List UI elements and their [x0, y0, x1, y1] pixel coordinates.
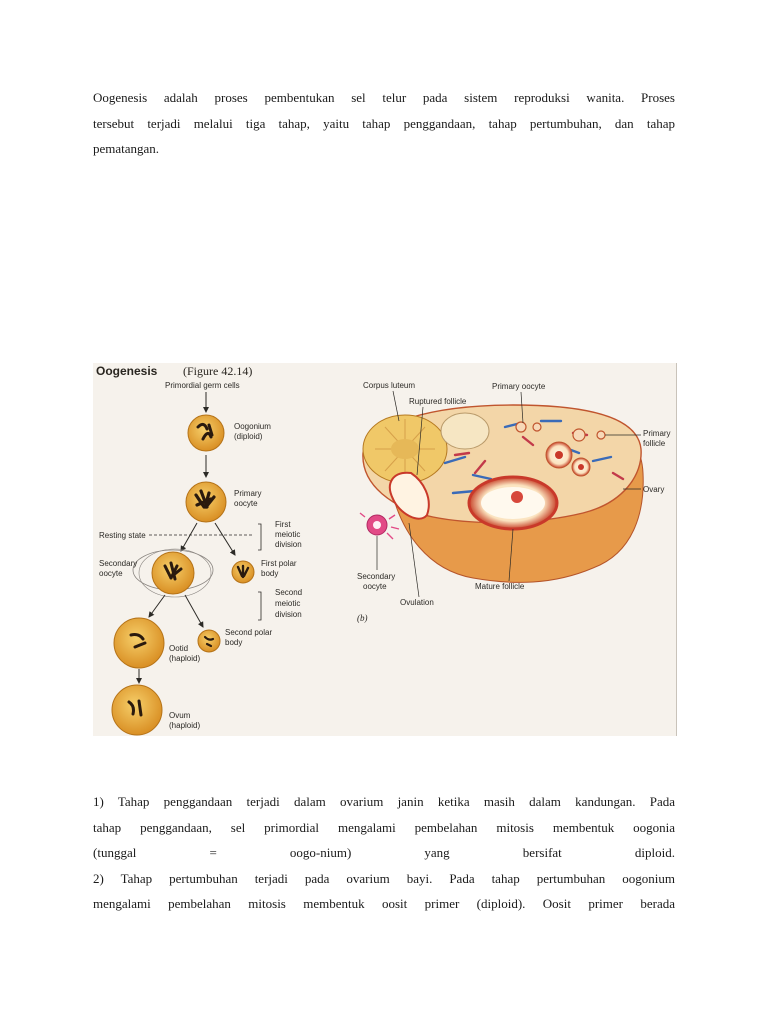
released-secondary-oocyte [360, 513, 399, 539]
figure-title: Oogenesis [96, 364, 158, 378]
ootid-ploidy: (haploid) [169, 654, 201, 663]
oogonium-ploidy: (diploid) [234, 432, 263, 441]
secondary-oocyte-cell [152, 552, 194, 594]
step-line: 1) Tahap penggandaan terjadi dalam ovarium janin ketika masih dalam kandungan. Pada [93, 794, 675, 809]
first-meiotic-label2: meiotic [275, 530, 301, 539]
first-polar-body-label: First polar [261, 559, 297, 568]
step-line: 2) Tahap pertumbuhan terjadi pada ovarium bayi. Pada tahap pertumbuhan oogonium [93, 870, 675, 886]
step-line: mengalami pembelahan mitosis membentuk oosit primer (diploid). Oosit primer berada [93, 896, 675, 911]
primary-follicle-label2: follicle [643, 439, 666, 448]
ovary-label: Ovary [643, 485, 665, 494]
steps-paragraph [93, 789, 675, 917]
first-meiotic-label3: division [275, 540, 302, 549]
secondary-oocyte-label: Secondary [99, 559, 138, 568]
oogenesis-figure [93, 363, 677, 736]
primordial-label: Primordial germ cells [165, 381, 240, 390]
intro-line: pematangan. [93, 141, 160, 156]
primary-oocyte-ovary-label: Primary oocyte [492, 382, 546, 391]
second-meiotic-label3: division [275, 610, 302, 619]
figure-subtitle: (Figure 42.14) [183, 364, 253, 378]
first-meiotic-label: First [275, 520, 291, 529]
ootid-cell [114, 618, 164, 668]
second-polar-body-label2: body [225, 638, 243, 647]
mature-follicle [469, 477, 557, 529]
panel-b-label: (b) [357, 613, 368, 623]
oogenesis-diagram [93, 363, 676, 736]
second-polar-body-cell [198, 630, 220, 652]
primary-follicle-label: Primary [643, 429, 671, 438]
step-line: tahap penggandaan, sel primordial mengalami pembelahan mitosis membentuk oogonia [93, 819, 675, 835]
primary-oocyte-label2: oocyte [234, 499, 258, 508]
primary-oocyte-cell [186, 482, 226, 522]
intro-paragraph [93, 85, 675, 162]
secondary-oocyte-ovary-label: Secondary [357, 572, 396, 581]
first-polar-body-cell [232, 561, 254, 583]
ovum-cell [112, 685, 162, 735]
corpus-luteum-label: Corpus luteum [363, 381, 416, 390]
ovulation-label: Ovulation [400, 598, 434, 607]
intro-line: Oogenesis adalah proses pembentukan sel telur pada sistem reproduksi wanita. Proses [93, 90, 675, 105]
ovary-illustration [360, 405, 643, 582]
second-polar-body-label: Second polar [225, 628, 273, 637]
oogonium-label: Oogonium [234, 422, 271, 431]
ovum-ploidy: (haploid) [169, 721, 201, 730]
first-polar-body-label2: body [261, 569, 279, 578]
resting-state-label: Resting state [99, 531, 146, 540]
second-meiotic-label: Second [275, 588, 303, 597]
secondary-oocyte-label2: oocyte [99, 569, 123, 578]
ovum-label: Ovum [169, 711, 191, 720]
ootid-label: Ootid [169, 644, 189, 653]
secondary-oocyte-ovary-label2: oocyte [363, 582, 387, 591]
primary-oocyte-label: Primary [234, 489, 262, 498]
step-line: (tunggal = oogo-nium) yang bersifat diploid. [93, 845, 675, 860]
mature-follicle-label: Mature follicle [475, 582, 525, 591]
intro-line: tersebut terjadi melalui tiga tahap, yaitu tahap penggandaan, tahap pertumbuhan, dan tahap [93, 115, 675, 131]
second-meiotic-label2: meiotic [275, 599, 301, 608]
ruptured-follicle-label: Ruptured follicle [409, 397, 467, 406]
oogonium-cell [188, 415, 224, 451]
